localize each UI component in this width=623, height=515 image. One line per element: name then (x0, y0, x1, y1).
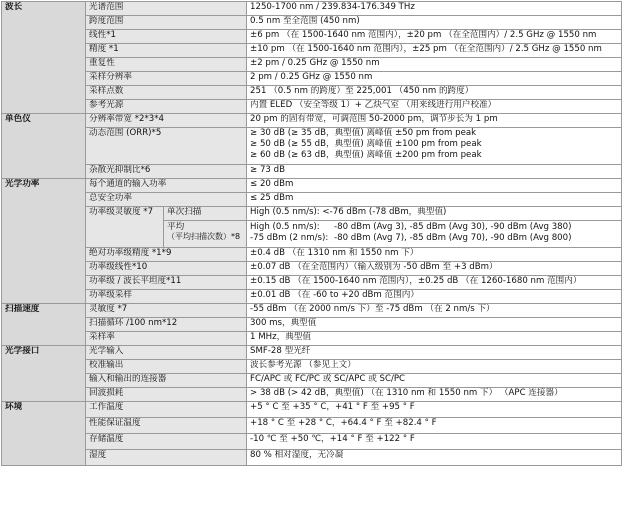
table-row (2, 16, 622, 30)
category-optical-interface: 光学接口 (2, 346, 86, 402)
param-value: ±0.4 dB （在 1310 nm 和 1550 nm 下） (247, 248, 622, 262)
table-row (2, 434, 622, 450)
table-row (2, 193, 622, 207)
param-value: High (0.5 nm/s): <-76 dBm (-78 dBm，典型值) (247, 207, 622, 221)
param-label: 工作温度 (86, 402, 247, 418)
param-label: 精度 *1 (86, 44, 247, 58)
param-value: 300 ms，典型值 (247, 318, 622, 332)
table-row (2, 388, 622, 402)
param-label: 功率级采样 (86, 290, 247, 304)
sub-label-line: （平均扫描次数）*8 (167, 232, 241, 241)
param-label: 总安全功率 (86, 193, 247, 207)
param-label: 绝对功率级精度 *1*9 (86, 248, 247, 262)
table-row (2, 318, 622, 332)
table-row (2, 450, 622, 466)
value-line (250, 222, 618, 233)
param-label: 光谱范围 (86, 2, 247, 16)
sub-param-label (164, 221, 247, 248)
table-row (2, 418, 622, 434)
param-label: 校准输出 (86, 360, 247, 374)
table-row (2, 360, 622, 374)
table-row (2, 72, 622, 86)
table-row (2, 332, 622, 346)
category-wavelength: 波长 (2, 2, 86, 114)
table-row (2, 44, 622, 58)
value-text: -80 dBm (Avg 7), -85 dBm (Avg 70), -90 dBm (Avg 800) (334, 233, 572, 243)
table-row (2, 165, 622, 179)
param-value: ≤ 20 dBm (247, 179, 622, 193)
param-label: 杂散光抑制比*6 (86, 165, 247, 179)
param-label: 回波损耗 (86, 388, 247, 402)
value-mode: -75 dBm (2 nm/s): (250, 233, 329, 243)
table-row (2, 30, 622, 44)
param-label: 参考光源 (86, 100, 247, 114)
category-environment: 环境 (2, 402, 86, 466)
param-value: 2 pm / 0.25 GHz @ 1550 nm (247, 72, 622, 86)
table-row (2, 179, 622, 193)
param-value: > 38 dB (> 42 dB，典型值) （在 1310 nm 和 1550 nm 下） （APC 连接器） (247, 388, 622, 402)
param-value (247, 221, 622, 248)
value-line: ≥ 60 dB (≥ 63 dB，典型值) 离峰值 ±200 pm from peak (250, 150, 482, 160)
param-label: 线性*1 (86, 30, 247, 44)
param-value: ±2 pm / 0.25 GHz @ 1550 nm (247, 58, 622, 72)
param-label: 灵敏度 *7 (86, 304, 247, 318)
value-line: ≥ 30 dB (≥ 35 dB，典型值) 离峰值 ±50 pm from peak (250, 128, 477, 138)
table-row (2, 290, 622, 304)
sub-param-label: 单次扫描 (164, 207, 247, 221)
param-value: ±6 pm （在 1500-1640 nm 范围内），±20 pm （在全范围内）/ 2.5 GHz @ 1550 nm (247, 30, 622, 44)
param-label: 分辨率带宽 *2*3*4 (86, 114, 247, 128)
param-label: 光学输入 (86, 346, 247, 360)
table-row (2, 304, 622, 318)
param-label: 扫描循环 /100 nm*12 (86, 318, 247, 332)
table-row (2, 86, 622, 100)
param-label: 采样点数 (86, 86, 247, 100)
param-label: 重复性 (86, 58, 247, 72)
param-value: 251 （0.5 nm 的跨度）至 225,001 （450 nm 的跨度） (247, 86, 622, 100)
param-label: 采样率 (86, 332, 247, 346)
param-value: SMF-28 型光纤 (247, 346, 622, 360)
value-line (250, 233, 618, 244)
param-value: 0.5 nm 至全范围 (450 nm) (247, 16, 622, 30)
param-label: 采样分辨率 (86, 72, 247, 86)
param-label: 每个通道的输入功率 (86, 179, 247, 193)
param-value: ±10 pm （在 1500-1640 nm 范围内），±25 pm （在全范围内）/ 2.5 GHz @ 1550 nm (247, 44, 622, 58)
table-row (2, 346, 622, 360)
param-value: FC/APC 或 FC/PC 或 SC/APC 或 SC/PC (247, 374, 622, 388)
param-label: 输入和输出的连接器 (86, 374, 247, 388)
table-row (2, 262, 622, 276)
param-label: 存储温度 (86, 434, 247, 450)
value-text: -80 dBm (Avg 3), -85 dBm (Avg 30), -90 dBm (Avg 380) (334, 222, 572, 232)
param-value: 内置 ELED （安全等级 1）+ 乙炔气室 （用来线进行用户校准） (247, 100, 622, 114)
param-label: 湿度 (86, 450, 247, 466)
table-row (2, 100, 622, 114)
param-value: -10 ℃ 至 +50 ℃，+14 ° F 至 +122 ° F (247, 434, 622, 450)
table-row (2, 58, 622, 72)
category-scan-speed: 扫描速度 (2, 304, 86, 346)
table-row (2, 374, 622, 388)
value-line: ≥ 50 dB (≥ 55 dB，典型值) 离峰值 ±100 pm from peak (250, 139, 482, 149)
param-value: ≥ 73 dB (247, 165, 622, 179)
param-label: 功率级灵敏度 *7 (86, 207, 164, 248)
param-value: 波长参考光源 （参见上文） (247, 360, 622, 374)
param-value (247, 128, 622, 165)
param-label: 功率级线性*10 (86, 262, 247, 276)
category-monochromator: 单色仪 (2, 114, 86, 179)
table-row (2, 276, 622, 290)
param-label: 跨度范围 (86, 16, 247, 30)
param-value: +18 ° C 至 +28 ° C，+64.4 ° F 至 +82.4 ° F (247, 418, 622, 434)
param-value: -55 dBm （在 2000 nm/s 下）至 -75 dBm （在 2 nm/s 下） (247, 304, 622, 318)
param-label: 动态范围 (ORR)*5 (86, 128, 247, 165)
spec-table (1, 1, 622, 466)
table-row (2, 128, 622, 165)
table-row (2, 207, 622, 221)
category-optical-power: 光学功率 (2, 179, 86, 304)
param-value: ±0.15 dB （在 1500-1640 nm 范围内），±0.25 dB （在 1260-1680 nm 范围内） (247, 276, 622, 290)
param-value: ≤ 25 dBm (247, 193, 622, 207)
param-value: ±0.07 dB （在全范围内）（输入级别为 -50 dBm 至 +3 dBm） (247, 262, 622, 276)
param-label: 性能保证温度 (86, 418, 247, 434)
sub-label-line: 平均 (167, 222, 185, 232)
table-row (2, 248, 622, 262)
param-value: 80 % 相对湿度，无冷凝 (247, 450, 622, 466)
value-mode: High (0.5 nm/s): (250, 222, 320, 232)
param-value: ±0.01 dB （在 -60 to +20 dBm 范围内） (247, 290, 622, 304)
table-row (2, 2, 622, 16)
param-value: 20 pm 的固有带宽，可调范围 50-2000 pm，调节步长为 1 pm (247, 114, 622, 128)
table-row (2, 402, 622, 418)
param-value: +5 ° C 至 +35 ° C，+41 ° F 至 +95 ° F (247, 402, 622, 418)
table-row (2, 114, 622, 128)
param-label: 功率级 / 波长平坦度*11 (86, 276, 247, 290)
param-value: 1 MHz，典型值 (247, 332, 622, 346)
param-value: 1250-1700 nm / 239.834-176.349 THz (247, 2, 622, 16)
